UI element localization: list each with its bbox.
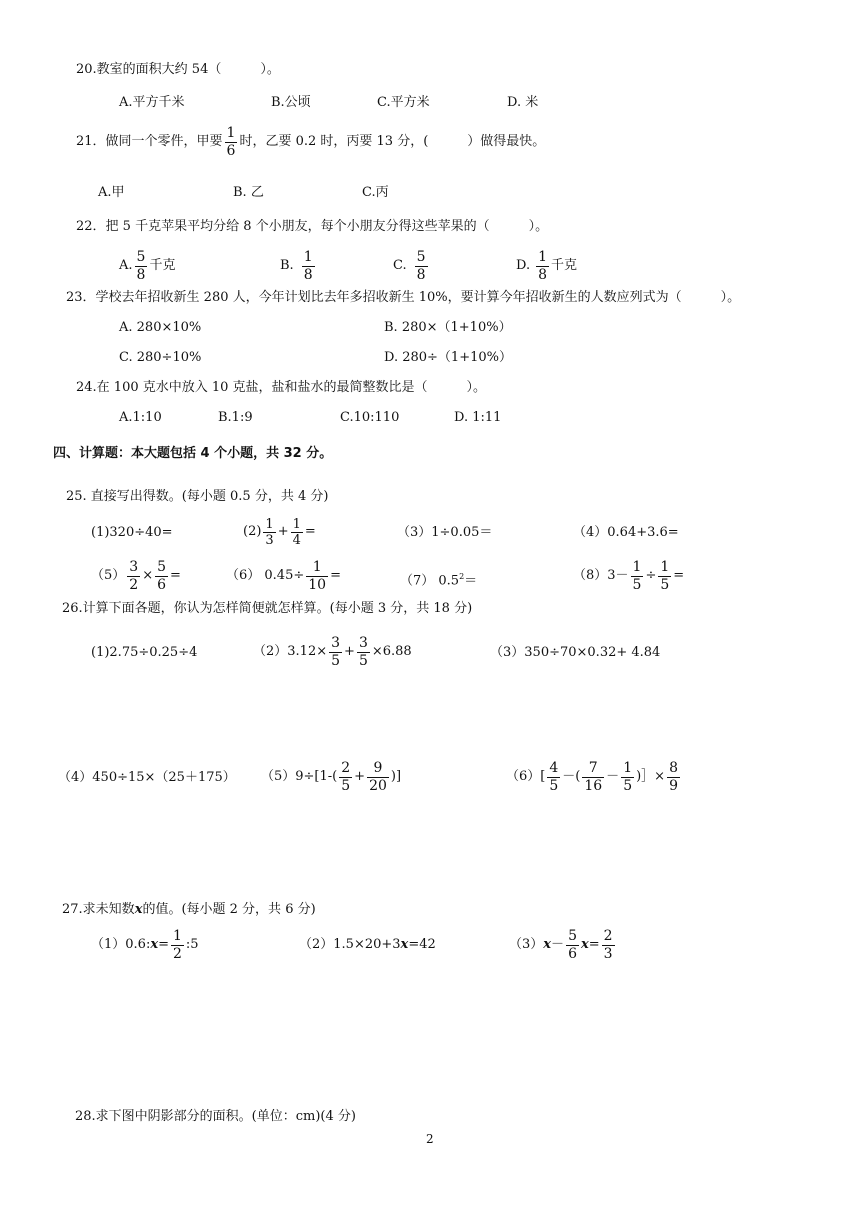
q26-stem: 26.计算下面各题，你认为怎样简便就怎样算。(每小题 3 分，共 18 分) bbox=[62, 601, 473, 616]
q25-part-7: （7） $0.5^2=$ bbox=[400, 572, 478, 589]
q27-part-1: （1）0.6: x = $\frac{1}{2}$ :5 bbox=[91, 927, 199, 962]
q22-option-c: C. $\frac{5}{8}$ bbox=[393, 248, 426, 283]
q23-stem: 23．学校去年招收新生 280 人，今年计划比去年多招收新生 10%，要计算今年招收新生的人数应列式为（ ）。 bbox=[66, 290, 741, 305]
q24-option-c: C.10:110 bbox=[340, 410, 400, 425]
q21-option-a: A.甲 bbox=[98, 185, 125, 200]
q25-part-8: （8）3－ $\frac{1}{5}$ ÷ $\frac{1}{5}$ = bbox=[573, 558, 685, 593]
q25-part-4: （4）0.64+3.6= bbox=[573, 525, 679, 540]
q26-part-2: （2）3.12× $\frac{3}{5}$ + $\frac{3}{5}$ ×6.88 bbox=[253, 634, 412, 669]
section-title: 四、计算题：本大题包括 4 个小题，共 32 分。 bbox=[53, 446, 333, 461]
q26-part-5: （5）9÷[1-( $\frac{2}{5}$ + $\frac{9}{20}$ )] bbox=[261, 759, 402, 794]
q25-part-6: （6） 0.45÷ $\frac{1}{10}$ = bbox=[226, 558, 341, 593]
page-number: 2 bbox=[426, 1132, 434, 1146]
q20-option-c: C.平方米 bbox=[377, 95, 430, 110]
q20-option-b: B.公顷 bbox=[271, 95, 311, 110]
q28-stem: 28.求下图中阴影部分的面积。(单位：cm)(4 分) bbox=[75, 1109, 356, 1124]
q20-stem: 20.教室的面积大约 54（ ）。 bbox=[76, 62, 280, 77]
q22-option-a: A. $\frac{5}{8}$ 千克 bbox=[119, 248, 176, 283]
q24-option-a: A.1:10 bbox=[119, 410, 162, 425]
q27-part-2: （2）1.5×20+3x=42 bbox=[299, 937, 436, 952]
q21-stem bbox=[76, 122, 545, 162]
q25-stem: 25. 直接写出得数。(每小题 0.5 分，共 4 分) bbox=[66, 489, 329, 504]
q20-option-a: A.平方千米 bbox=[119, 95, 185, 110]
q26-part-1: (1)2.75÷0.25÷4 bbox=[91, 645, 198, 660]
q24-option-b: B.1:9 bbox=[218, 410, 253, 425]
q22-stem: 22．把 5 千克苹果平均分给 8 个小朋友，每个小朋友分得这些苹果的（ ）。 bbox=[76, 219, 549, 234]
q26-part-6: （6）[ $\frac{4}{5}$ －( $\frac{7}{16}$ － $\frac{1}{5}$ )］× $\frac{8}{9}$ bbox=[506, 759, 678, 794]
q21-option-b: B. 乙 bbox=[233, 185, 264, 200]
q24-stem: 24.在 100 克水中放入 10 克盐，盐和盐水的最简整数比是（ ）。 bbox=[76, 380, 487, 395]
q25-part-2: (2) $\frac{1}{3}$ + $\frac{1}{4}$ = bbox=[243, 516, 316, 548]
q21-pre: 21．做同一个零件，甲要 bbox=[76, 134, 223, 149]
q25-part-5: （5） $\frac{3}{2}$ × $\frac{5}{6}$ = bbox=[91, 558, 181, 593]
q24-option-d: D. 1:11 bbox=[454, 410, 502, 425]
q25-part-1: (1)320÷40= bbox=[91, 525, 173, 540]
q23-option-d: D. 280÷（1+10%） bbox=[384, 350, 512, 365]
q27-part-3: （3） x － $\frac{5}{6}$ x = $\frac{2}{3}$ bbox=[509, 927, 613, 962]
q27-stem: 27.求未知数x的值。(每小题 2 分，共 6 分) bbox=[62, 902, 316, 917]
q20-option-d: D. 米 bbox=[507, 95, 539, 110]
q21-fraction: $\frac{1}{6}$ bbox=[226, 124, 236, 159]
q26-part-4: （4）450÷15×（25＋175） bbox=[58, 770, 236, 785]
q21-post: 时，乙要 0.2 时，丙要 13 分，( ）做得最快。 bbox=[239, 134, 546, 149]
q22-option-d: D. $\frac{1}{8}$ 千克 bbox=[516, 248, 578, 283]
q25-part-3: （3）1÷0.05＝ bbox=[397, 525, 493, 540]
q22-option-b: B. $\frac{1}{8}$ bbox=[280, 248, 313, 283]
q26-part-3: （3）350÷70×0.32+ 4.84 bbox=[490, 645, 661, 660]
q23-option-a: A. 280×10% bbox=[119, 320, 202, 335]
q23-option-b: B. 280×（1+10%） bbox=[384, 320, 512, 335]
q23-option-c: C. 280÷10% bbox=[119, 350, 202, 365]
q21-option-c: C.丙 bbox=[362, 185, 389, 200]
